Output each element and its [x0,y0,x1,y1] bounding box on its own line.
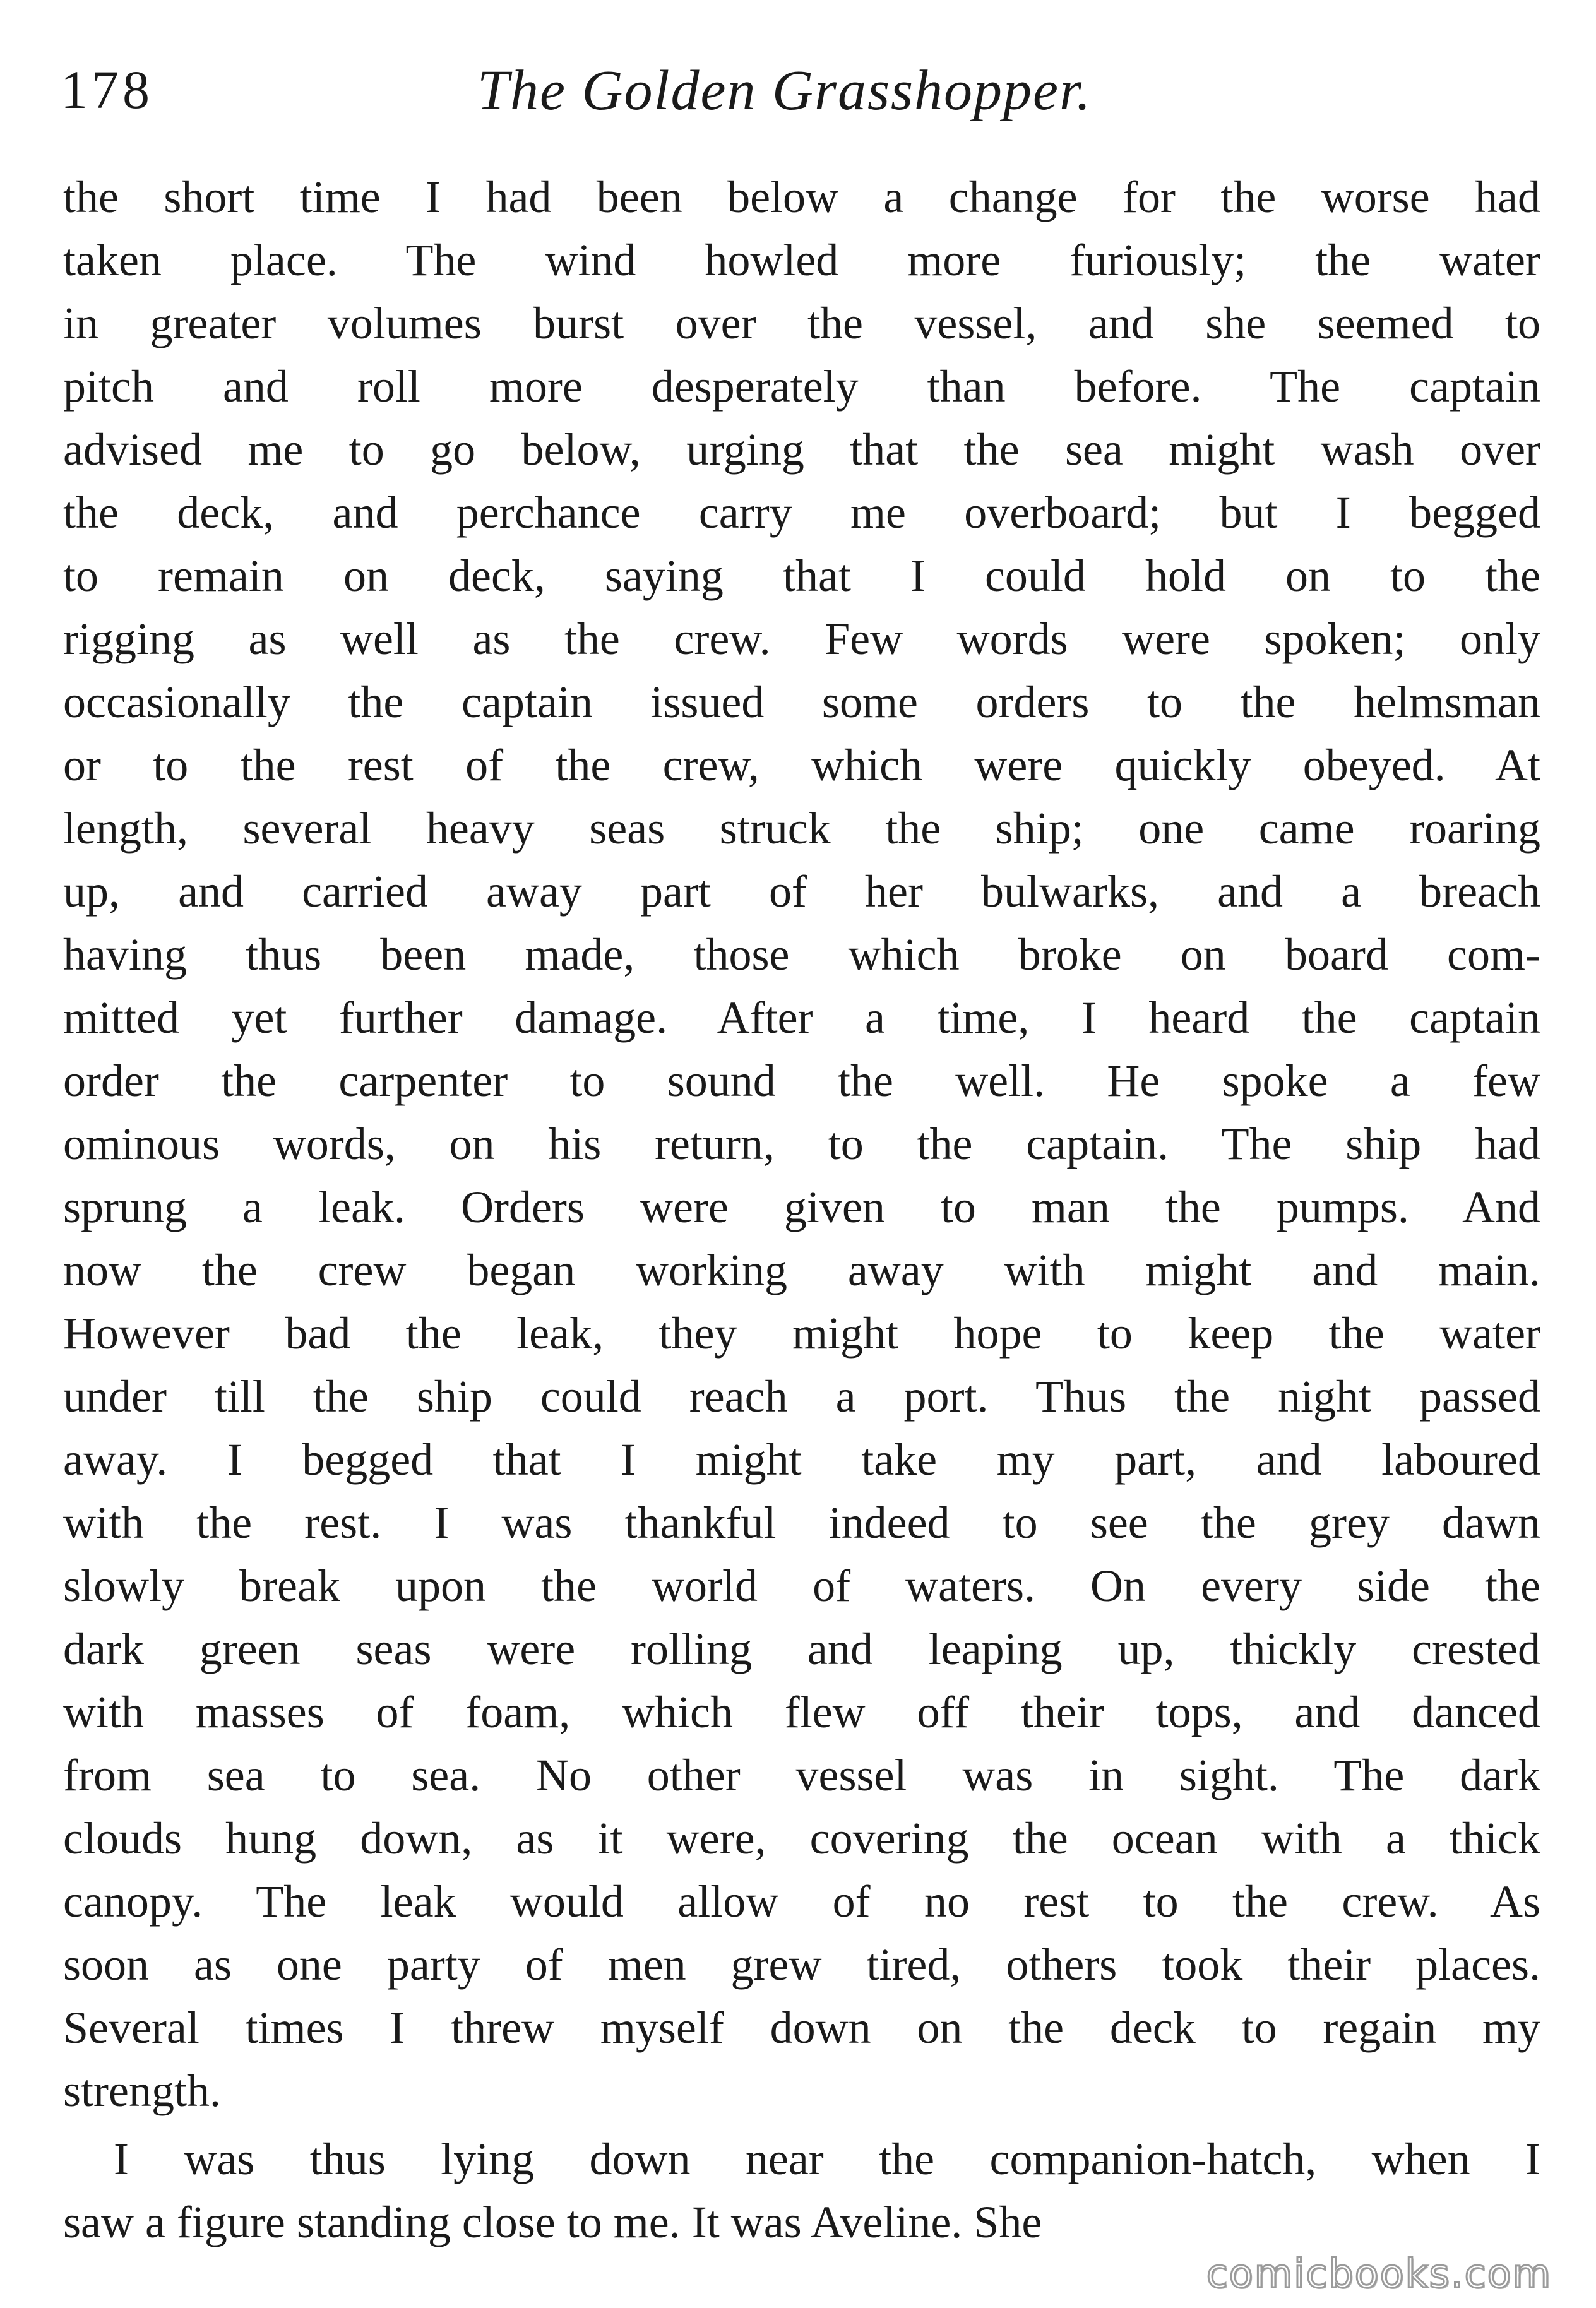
text-line: occasionally the captain issued some orders to the helmsman [63,677,1540,727]
text-line: with masses of foam, which flew off their tops, and danced [63,1687,1540,1737]
page-number: 178 [61,59,153,120]
text-line: mitted yet further damage. After a time, I heard the captain [63,992,1540,1043]
text-line: slowly break upon the world of waters. On every side the [63,1561,1540,1611]
text-line: up, and carried away part of her bulwarks, and a breach [63,866,1540,917]
watermark: comicbooks.com [1206,2251,1552,2297]
text-line: to remain on deck, saying that I could hold on to the [63,550,1540,601]
text-line: now the crew began working away with might and main. [63,1245,1540,1295]
text-line: the short time I had been below a change for the worse had [63,172,1540,222]
text-line: away. I begged that I might take my part, and laboured [63,1434,1540,1485]
text-line: advised me to go below, urging that the sea might wash over [63,424,1540,475]
running-title: The Golden Grasshopper. [477,59,1092,122]
text-line: or to the rest of the crew, which were quickly obeyed. At [63,740,1540,790]
text-line: clouds hung down, as it were, covering the ocean with a thick [63,1813,1540,1864]
text-line: saw a figure standing close to me. It was Aveline. She [63,2197,1042,2247]
text-line: rigging as well as the crew. Few words were spoken; only [63,614,1540,664]
text-line: under till the ship could reach a port. Thus the night passed [63,1371,1540,1422]
text-line: taken place. The wind howled more furiously; the water [63,235,1540,285]
text-line: dark green seas were rolling and leaping up, thickly crested [63,1624,1540,1674]
text-line: soon as one party of men grew tired, others took their places. [63,1939,1540,1990]
text-line: the deck, and perchance carry me overboard; but I begged [63,487,1540,538]
paragraph [63,165,1540,2122]
paragraph [63,2127,1540,2254]
text-line: Several times I threw myself down on the deck to regain my [63,2002,1540,2053]
text-line: However bad the leak, they might hope to keep the water [63,1308,1540,1359]
text-line: with the rest. I was thankful indeed to see the grey dawn [63,1497,1540,1548]
text-line: length, several heavy seas struck the ship; one came roaring [63,803,1540,854]
text-line: sprung a leak. Orders were given to man the pumps. And [63,1182,1540,1232]
paragraph-gap [63,2122,1540,2127]
text-line: in greater volumes burst over the vessel, and she seemed to [63,298,1540,348]
text-line: pitch and roll more desperately than before. The captain [63,361,1540,412]
page-header [61,58,1538,128]
text-line: I was thus lying down near the companion-hatch, when I [114,2134,1540,2184]
text-line: from sea to sea. No other vessel was in sight. The dark [63,1750,1540,1800]
body-text [63,165,1540,2254]
text-line: ominous words, on his return, to the captain. The ship had [63,1119,1540,1169]
text-line: canopy. The leak would allow of no rest to the crew. As [63,1876,1540,1927]
text-line: having thus been made, those which broke on board com- [63,929,1540,980]
text-line: strength. [63,2066,221,2116]
text-line: order the carpenter to sound the well. He spoke a few [63,1056,1540,1106]
